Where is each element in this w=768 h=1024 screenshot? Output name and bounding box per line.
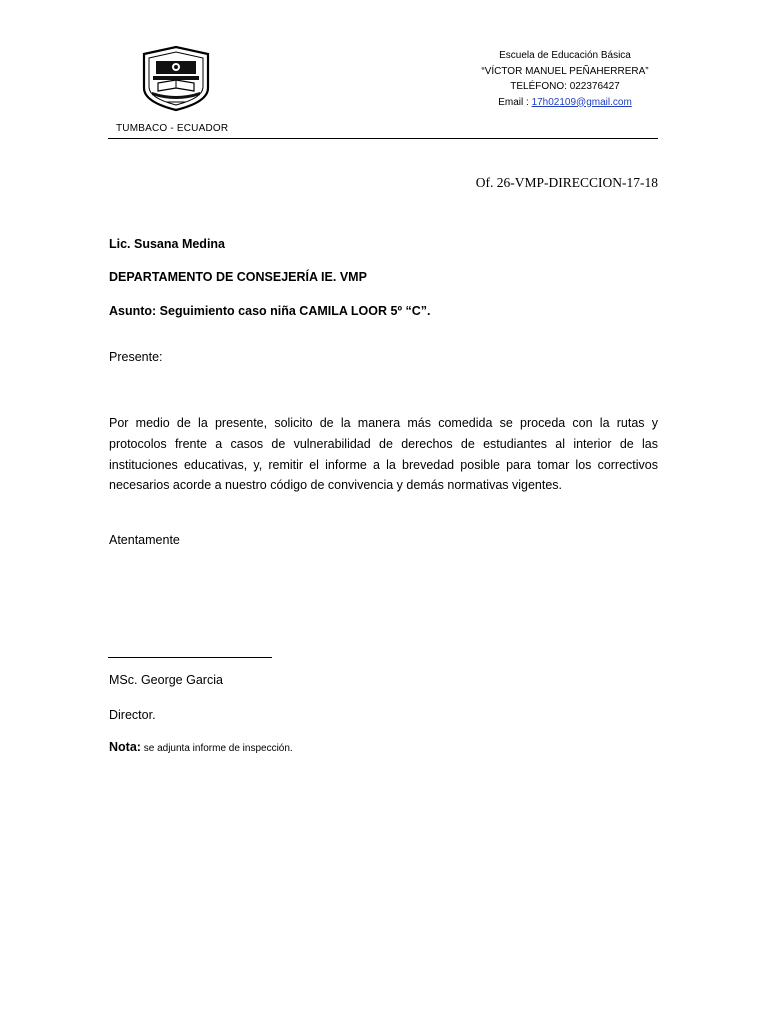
letter-note: [109, 740, 293, 754]
letter-reference: Of. 26-VMP-DIRECCION-17-18: [475, 175, 658, 190]
signer-title: Director.: [109, 708, 156, 722]
school-email: [460, 95, 670, 111]
signature-line: [108, 657, 272, 658]
school-header: [460, 48, 670, 110]
header-divider: [108, 138, 658, 139]
school-type: Escuela de Educación Básica: [499, 50, 631, 61]
letter-body: Por medio de la presente, solicito de la manera más comedida se proceda con la rutas y protocolos frente a casos de vulnerabilidad de derechos de estudiantes al interior de las instituciones educativas, y, remitir el informe a la brevedad posible para tomar los correctivos necesarios acorde a nuestro código de convivencia y demás normativas vigentes.: [109, 416, 658, 493]
signer-name: MSc. George Garcia: [109, 673, 223, 687]
school-crest-icon: [138, 44, 214, 112]
recipient-name: Lic. Susana Medina: [109, 237, 226, 251]
note-label: Nota:: [109, 740, 141, 754]
school-phone: TELÉFONO: 022376427: [510, 81, 620, 92]
recipient-department: DEPARTAMENTO DE CONSEJERÍA IE. VMP: [109, 270, 367, 284]
school-location: TUMBACO - ECUADOR: [116, 123, 229, 134]
email-label: Email :: [498, 96, 532, 108]
letter-greeting: Presente:: [109, 350, 163, 364]
email-link[interactable]: 17h02109@gmail.com: [531, 96, 632, 108]
school-name: “VÍCTOR MANUEL PEÑAHERRERA”: [481, 65, 649, 77]
note-text: se adjunta informe de inspección.: [140, 743, 293, 754]
letter-closing: Atentamente: [109, 533, 180, 547]
letter-subject: Asunto: Seguimiento caso niña CAMILA LOOR 5º “C”.: [109, 304, 431, 318]
